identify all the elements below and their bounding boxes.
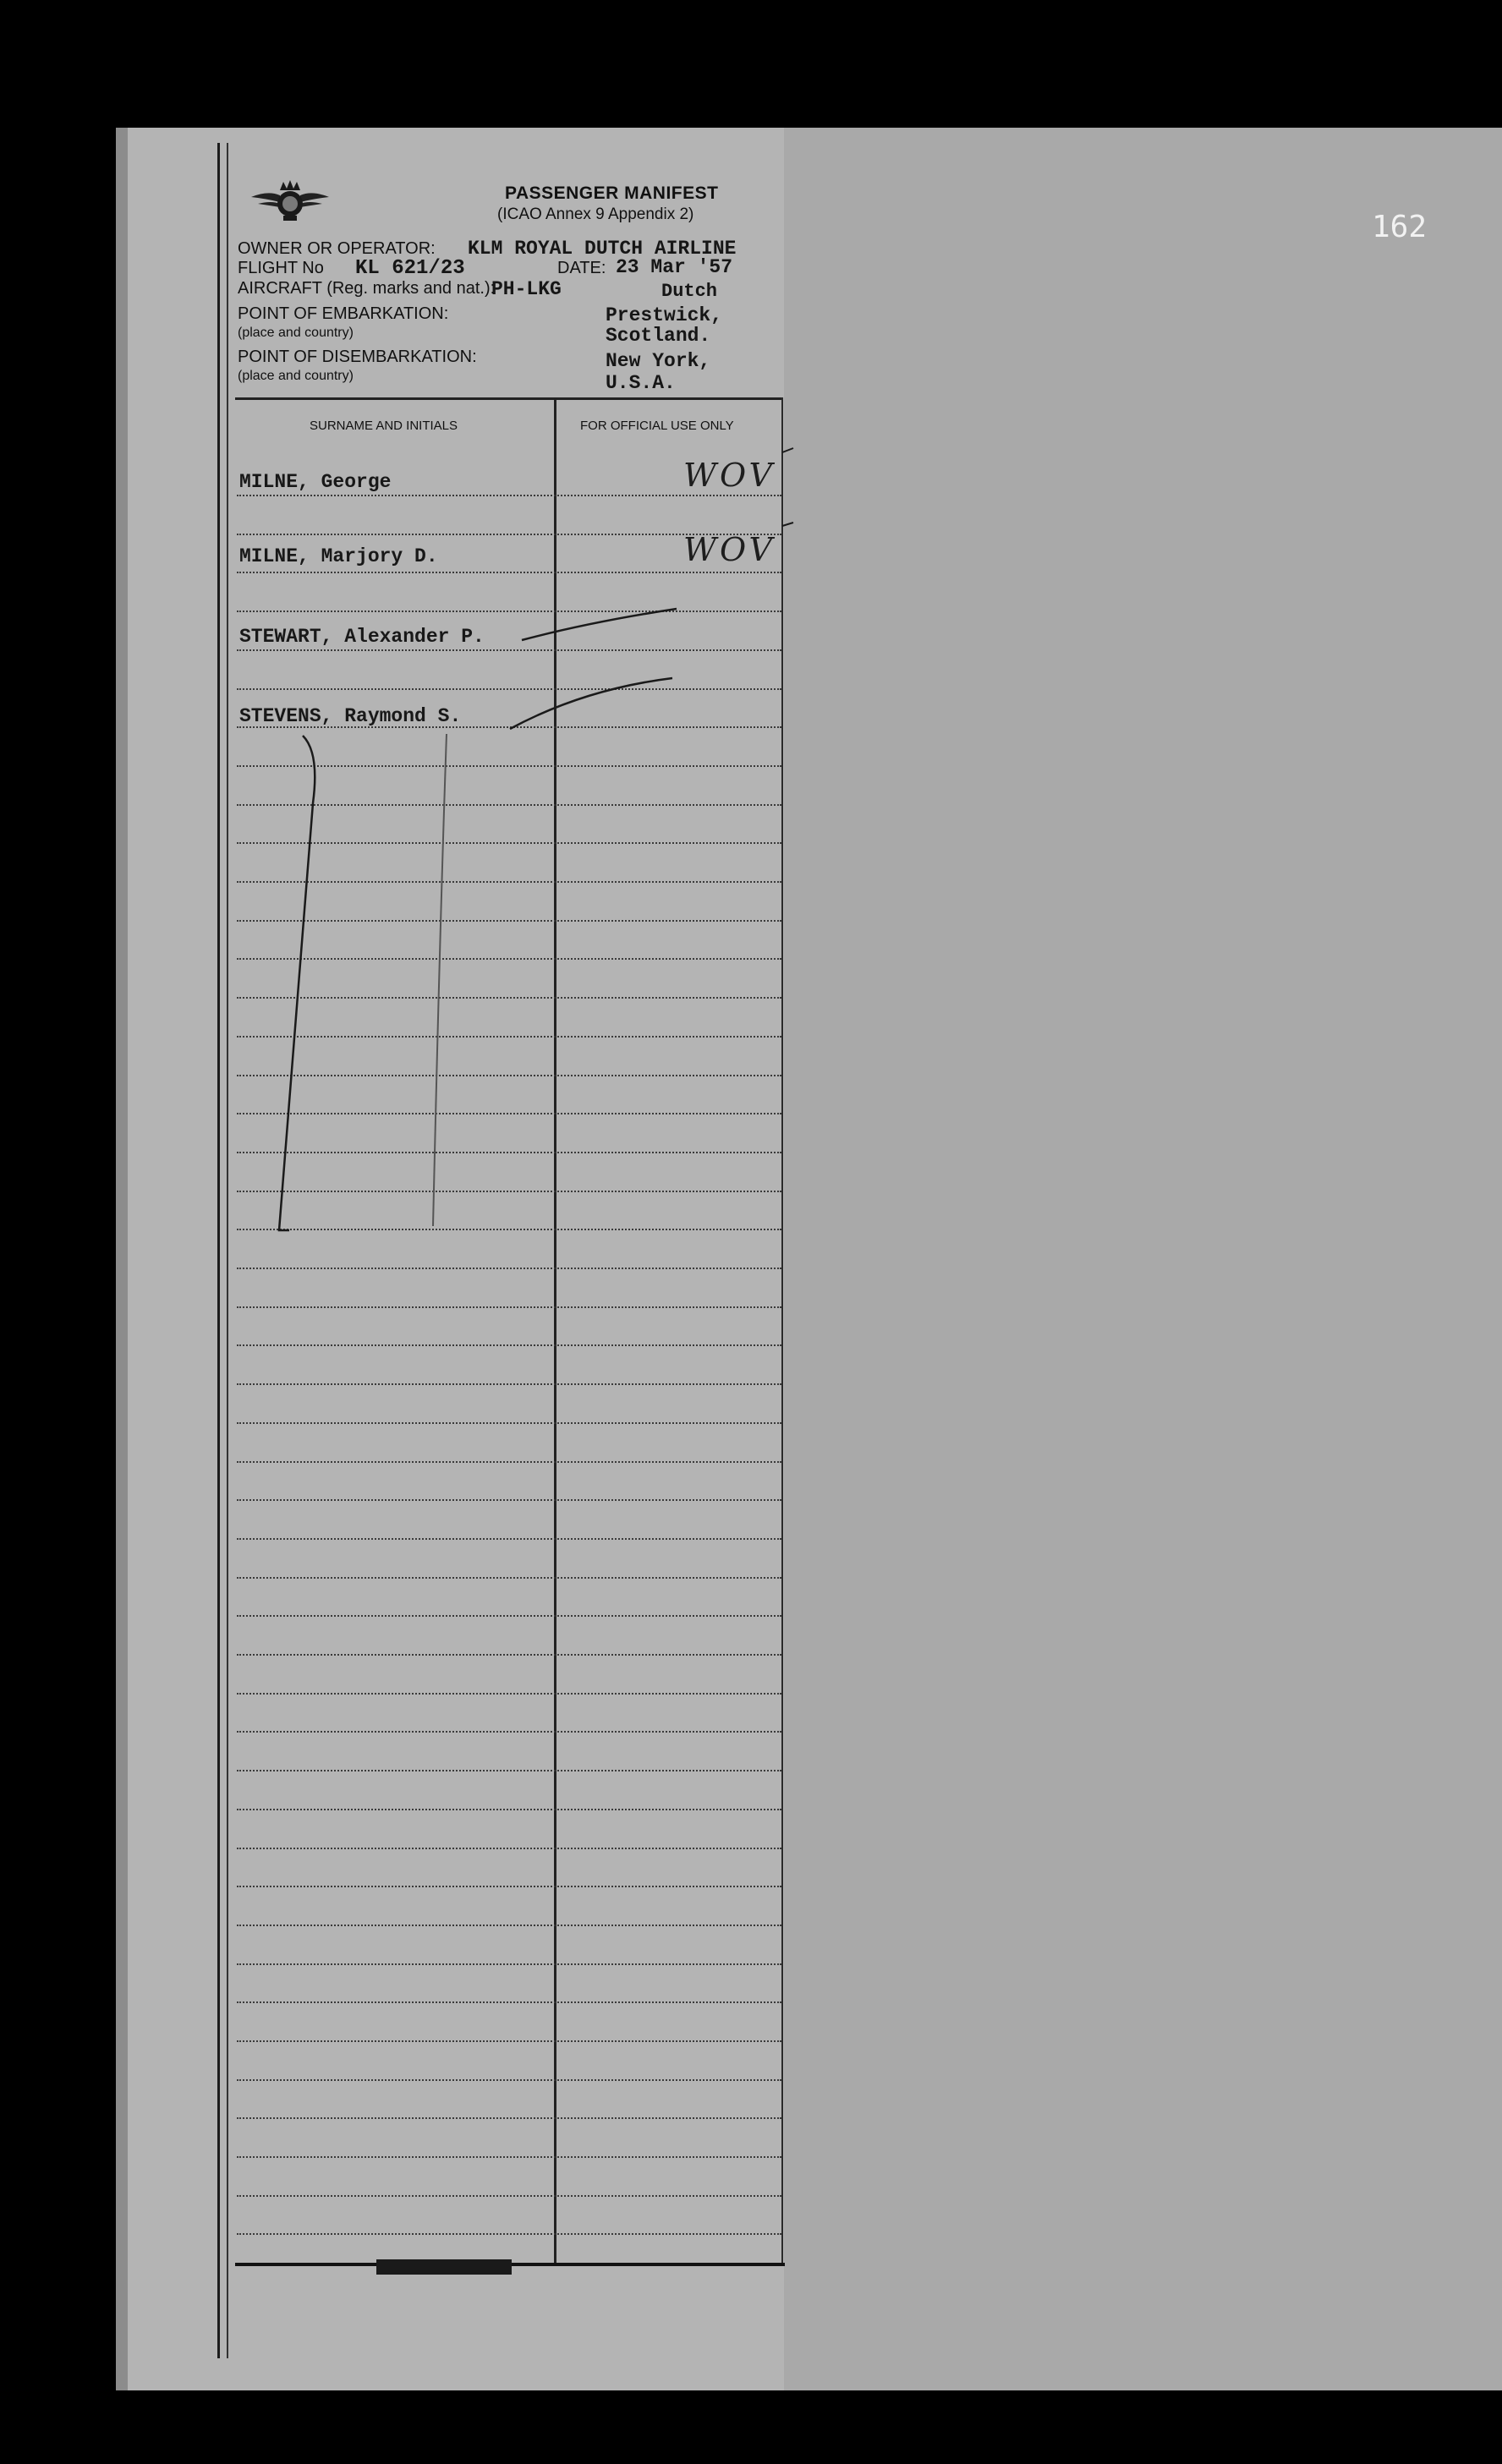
official-use-column-header: FOR OFFICIAL USE ONLY [580,419,734,433]
ruled-line [237,572,781,573]
ruled-line [237,1654,781,1656]
ruled-line [237,1615,781,1617]
scan-artifact [376,2259,512,2275]
ruled-line [237,997,781,999]
ruled-line [237,1113,781,1114]
ruled-line [237,842,781,844]
ruled-line [237,804,781,806]
disembarkation-place: New York, [606,350,711,372]
disembarkation-sublabel: (place and country) [238,369,354,383]
ruled-line [237,1963,781,1965]
ruled-line [237,958,781,960]
ruled-line [237,1036,781,1038]
ruled-line [237,1268,781,1269]
aircraft-label: AIRCRAFT (Reg. marks and nat.): [238,279,496,298]
ruled-line [237,1770,781,1771]
embarkation-label: POINT OF EMBARKATION: [238,304,449,323]
ruled-line [237,2079,781,2081]
official-mark-1: WOV [683,457,776,494]
owner-label: OWNER OR OPERATOR: [238,239,436,258]
ruled-line [237,1499,781,1501]
ruled-line [237,2040,781,2042]
passenger-name-1: MILNE, George [239,471,392,493]
official-mark-2: WOV [683,531,776,568]
klm-crown-logo-icon [249,178,331,222]
manifest-title: PASSENGER MANIFEST [505,183,719,203]
ruled-line [237,611,781,612]
flight-label: FLIGHT No [238,259,324,277]
ruled-line [237,1848,781,1849]
date-value: 23 Mar '57 [616,256,733,278]
margin-rule-inner [227,143,228,2358]
ruled-line [237,1925,781,1926]
column-divider [554,397,556,2266]
ruled-line [237,2156,781,2158]
ruled-line [237,2001,781,2003]
embarkation-country: Scotland. [606,325,711,347]
ruled-line [237,1461,781,1463]
ruled-line [237,1538,781,1540]
ruled-line [237,1344,781,1346]
owner-value: KLM ROYAL DUTCH AIRLINE [468,238,737,260]
surname-column-header: SURNAME AND INITIALS [310,419,458,433]
ruled-line [237,1191,781,1192]
ruled-line [237,765,781,767]
manifest-subtitle: (ICAO Annex 9 Appendix 2) [497,205,694,223]
ruled-line [237,920,781,922]
passenger-name-2: MILNE, Marjory D. [239,545,438,567]
ruled-line [237,1693,781,1695]
table-right-rule [781,397,783,2266]
embarkation-place: Prestwick, [606,304,723,326]
embarkation-sublabel: (place and country) [238,326,354,340]
ruled-line [237,1152,781,1153]
ruled-line [237,1075,781,1076]
ruled-line [237,1809,781,1810]
ruled-line [237,881,781,883]
ruled-line [237,1886,781,1887]
nationality-value: Dutch [661,281,718,302]
ruled-line [237,649,781,651]
passenger-name-4: STEVENS, Raymond S. [239,705,462,727]
margin-rule-outer [217,143,220,2358]
ruled-line [237,688,781,690]
aircraft-value: PH-LKG [491,278,562,300]
flight-value: KL 621/23 [355,257,465,280]
ruled-line [237,1731,781,1733]
ruled-line [237,1306,781,1308]
ruled-line [237,1422,781,1424]
disembarkation-country: U.S.A. [606,372,676,394]
disembarkation-label: POINT OF DISEMBARKATION: [238,348,477,366]
ruled-line [237,1383,781,1385]
table-top-rule [235,397,781,400]
passenger-name-3: STEWART, Alexander P. [239,626,485,648]
page-number: 162 [1372,210,1428,244]
form-left-edge [116,128,128,2390]
ruled-line [237,2117,781,2119]
ruled-line [237,1577,781,1579]
ruled-line [237,1229,781,1230]
ruled-line [237,495,781,496]
date-label: DATE: [557,259,606,277]
ruled-line [237,2195,781,2197]
ruled-line [237,2233,781,2235]
